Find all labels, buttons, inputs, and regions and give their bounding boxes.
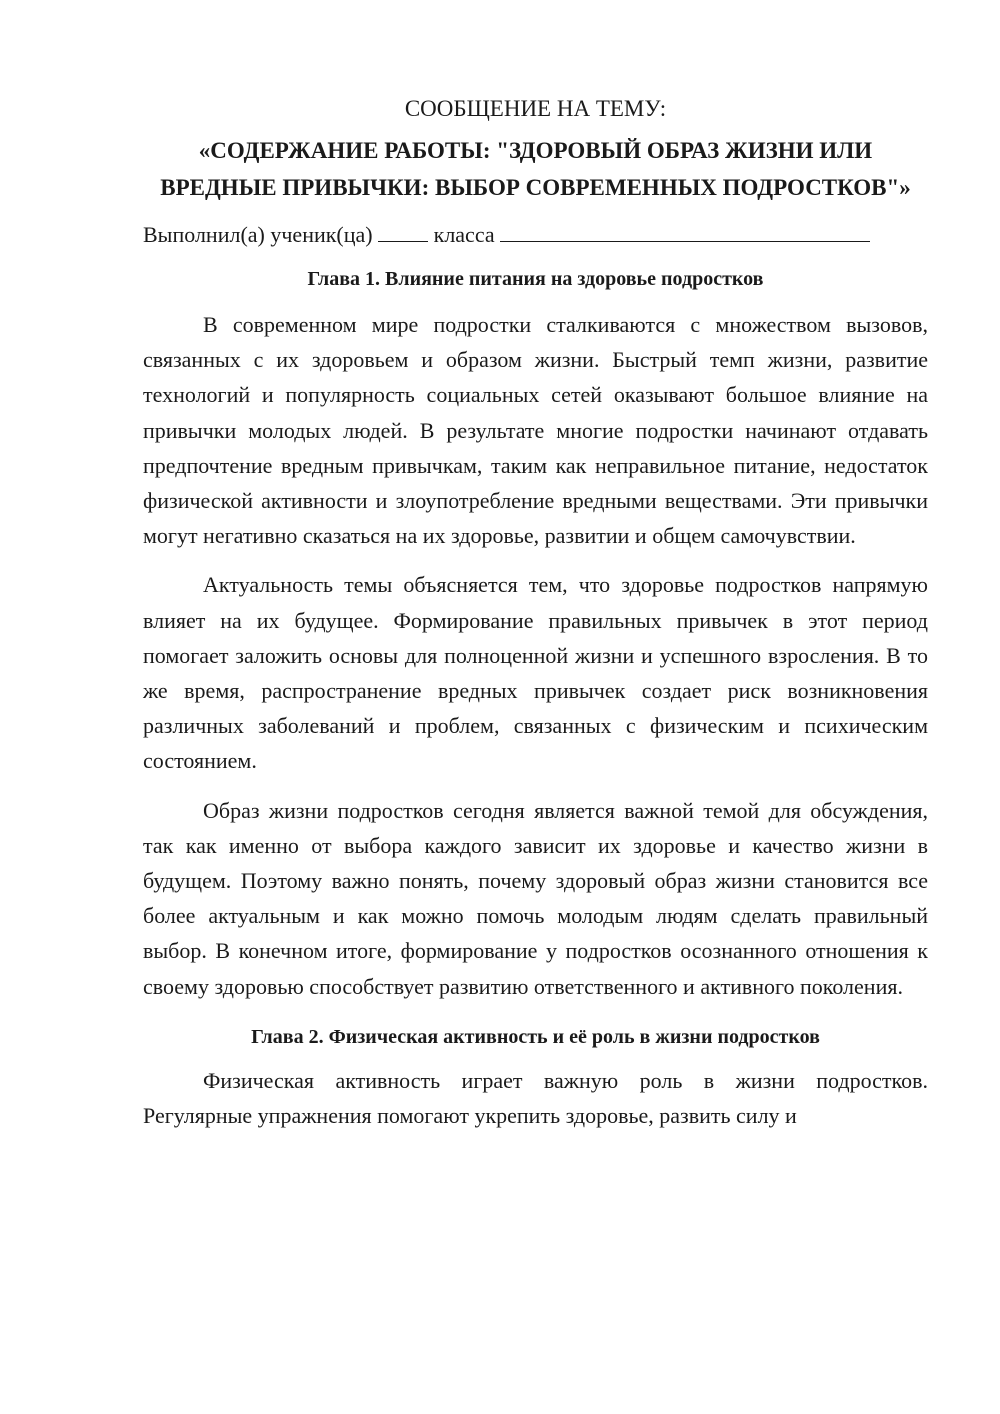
document-title: «СОДЕРЖАНИЕ РАБОТЫ: "ЗДОРОВЫЙ ОБРАЗ ЖИЗНИ ИЛИ ВРЕДНЫЕ ПРИВЫЧКИ: ВЫБОР СОВРЕМЕННЫХ ПОДРОСТКОВ"» (160, 138, 911, 200)
class-label: класса (433, 222, 495, 247)
paragraph: Физическая активность играет важную роль в жизни подростков. Регулярные упражнения помогают укрепить здоровье, развить силу и (143, 1067, 928, 1129)
author-line (143, 218, 928, 252)
chapter-title: Глава 1. Влияние питания на здоровье подростков (307, 268, 764, 290)
class-number-blank (378, 221, 428, 242)
author-prefix: Выполнил(а) ученик(ца) (143, 222, 373, 247)
paragraph: Образ жизни подростков сегодня является важной темой для обсуждения, так как именно от выбора каждого зависит их здоровье и качество жизни в будущем. Поэтому важно понять, почему здоровый образ жизни становится все более актуальным и как можно помочь молодым людям сделать правильный выбор. В конечном итоге, формирование у подростков осознанного отношения к своему здоровью способствует развитию ответственного и активного поколения. (143, 797, 928, 999)
paragraph: Актуальность темы объясняется тем, что здоровье подростков напрямую влияет на их будущее. Формирование правильных привычек в этот период помогает заложить основы для полноценной жизни и успешного взросления. В то же время, распространение вредных привычек создает риск возникновения различных заболеваний и проблем, связанных с физическим и психическим состоянием. (143, 572, 928, 774)
chapter-title: Глава 2. Физическая активность и её роль в жизни подростков (251, 1025, 820, 1048)
document-body (143, 92, 928, 1147)
paragraph: В современном мире подростки сталкиваются с множеством вызовов, связанных с их здоровьем и образом жизни. Быстрый темп жизни, развитие технологий и популярность социальных сетей оказывают большое влияние на привычки молодых людей. В результате многие подростки начинают отдавать предпочтение вредным привычкам, таким как неправильное питание, недостаток физической активности и злоупотребление вредными веществами. Эти привычки могут негативно сказаться на их здоровье, развитии и общем самочувствии. (143, 312, 928, 549)
student-name-blank (500, 221, 870, 242)
document-header: СООБЩЕНИЕ НА ТЕМУ: (404, 96, 667, 121)
